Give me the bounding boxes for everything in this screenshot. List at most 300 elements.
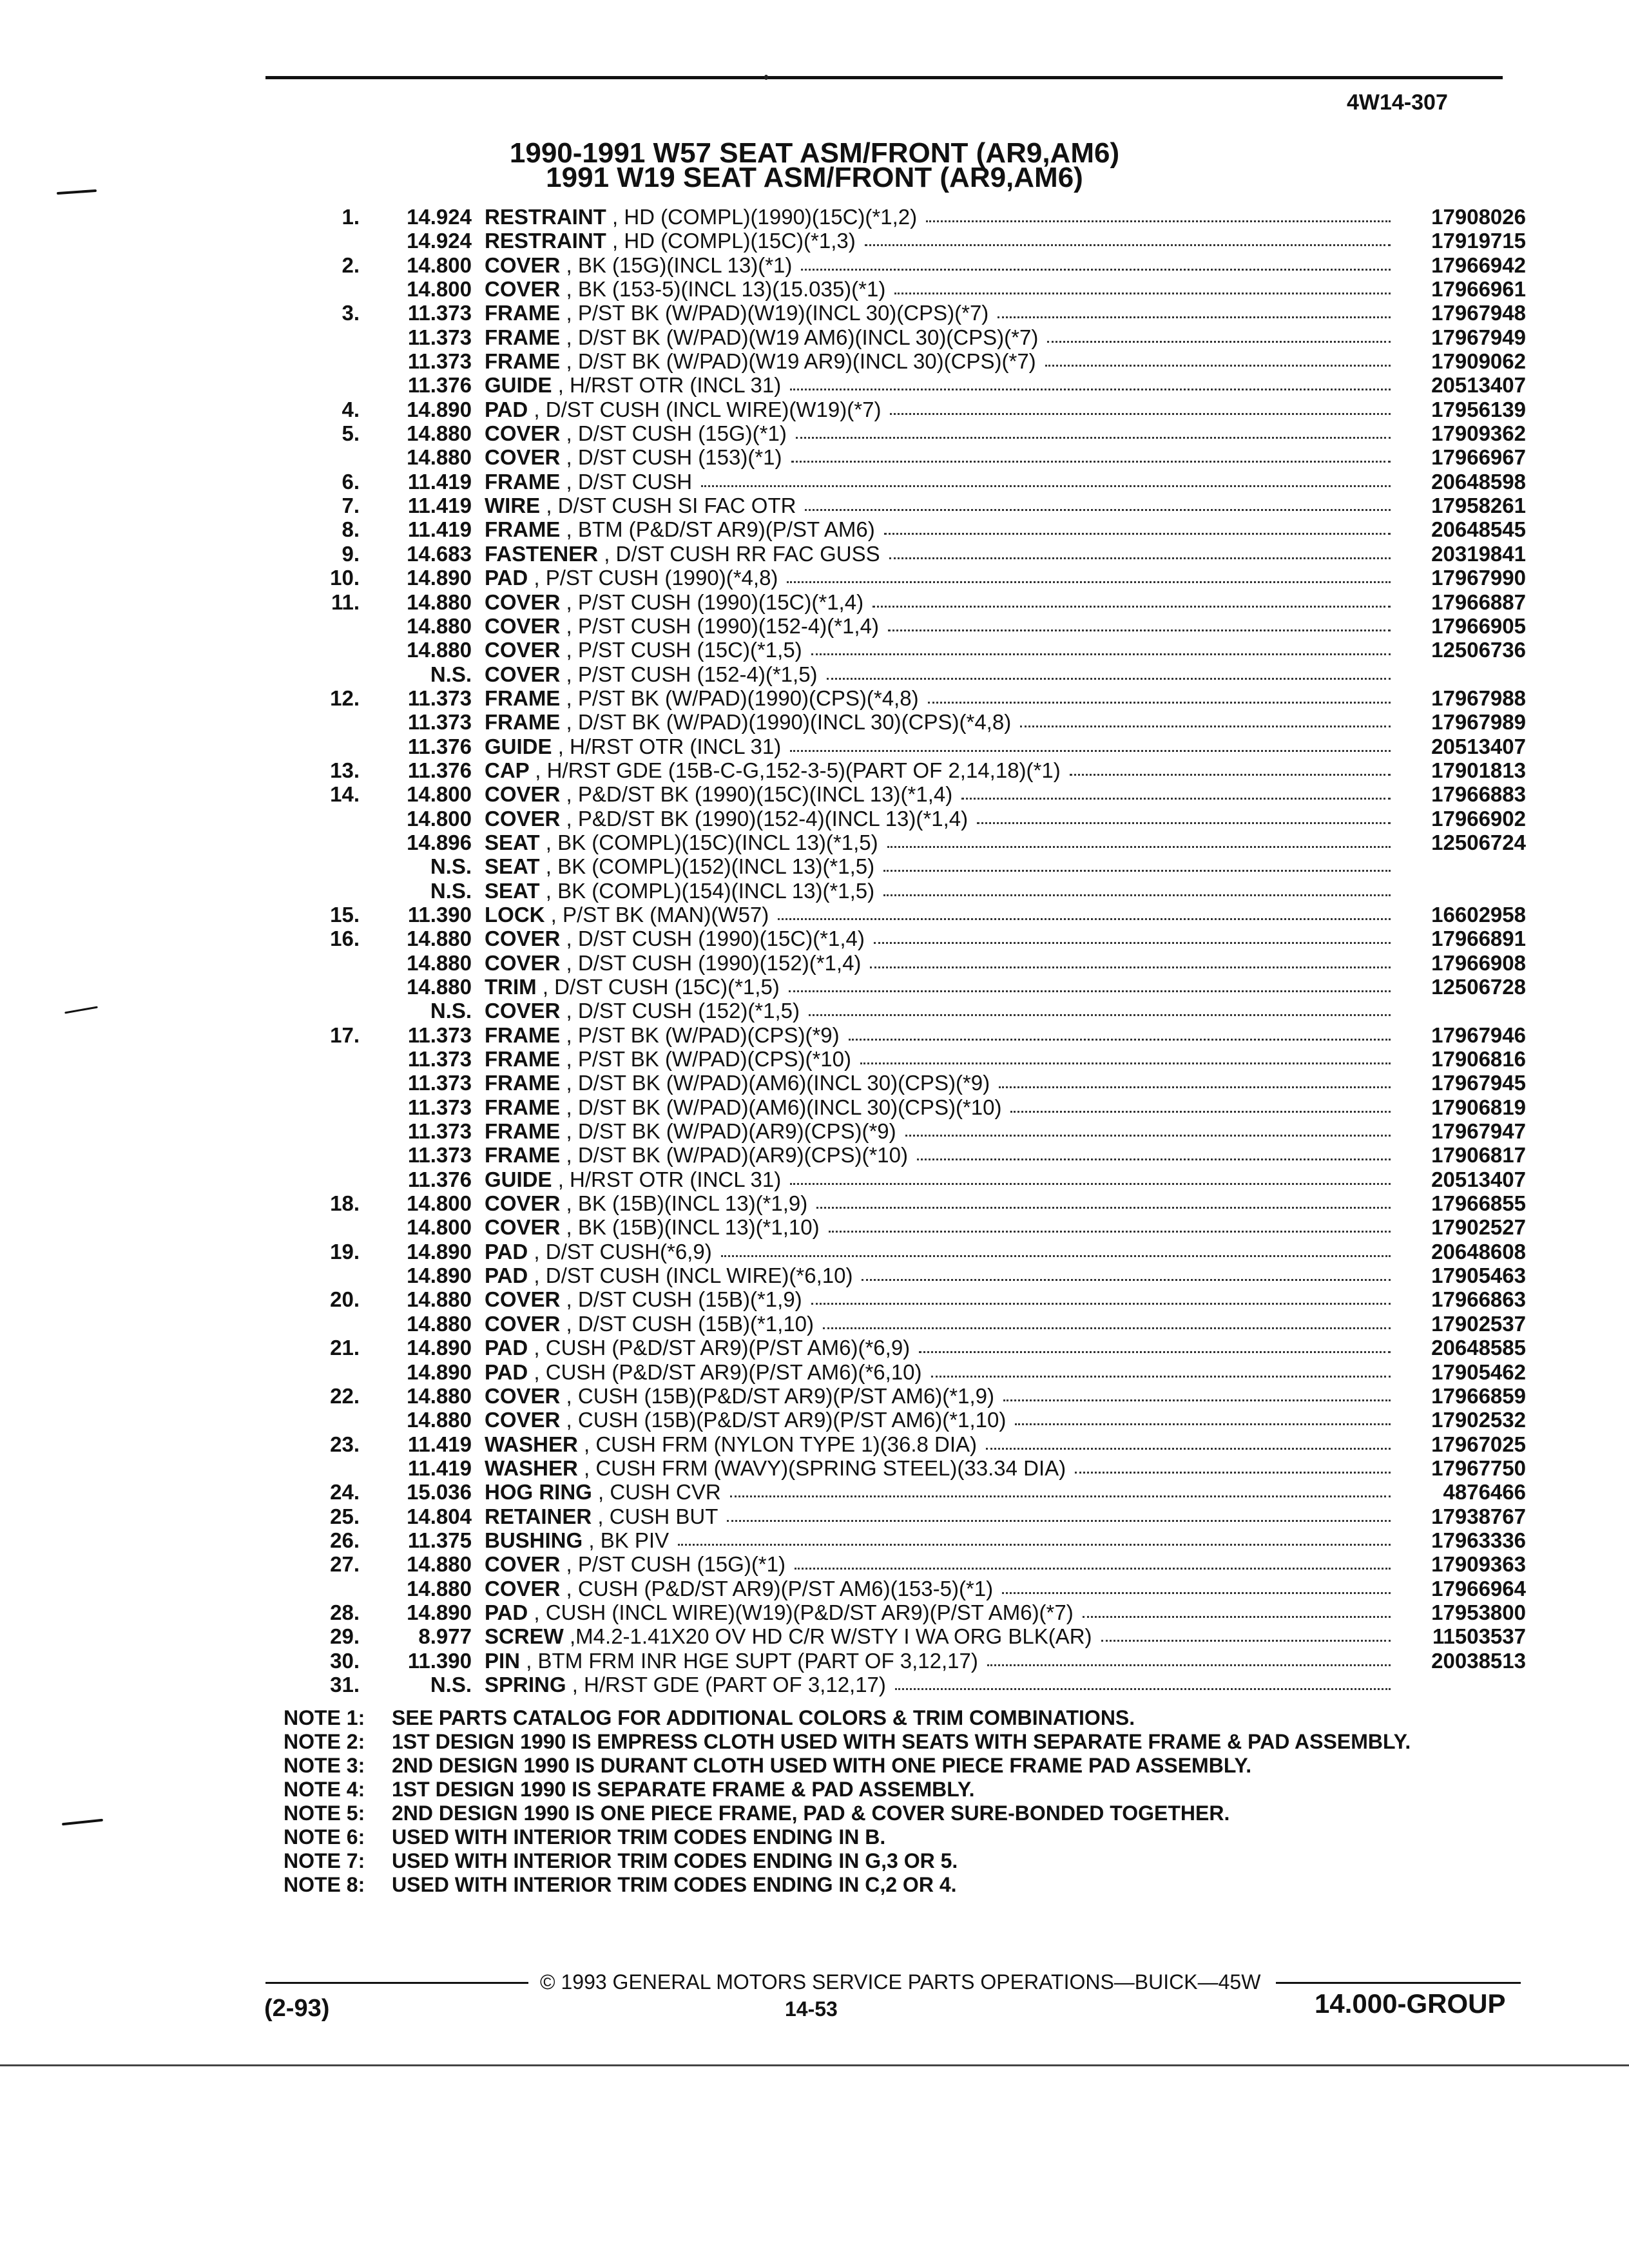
note-label: NOTE 5: — [284, 1802, 365, 1825]
part-row — [0, 494, 1629, 517]
group-number: 14.890 — [407, 1360, 472, 1384]
dot-leader — [1075, 1456, 1391, 1480]
group-number: 14.896 — [407, 830, 472, 854]
part-description — [485, 566, 778, 590]
part-name: WASHER — [485, 1456, 578, 1480]
part-row — [0, 951, 1629, 975]
part-number: 20513407 — [1431, 1167, 1526, 1191]
dot-leader — [811, 638, 1391, 662]
part-number: 17908026 — [1431, 205, 1526, 229]
group-number: N.S. — [430, 999, 472, 1023]
part-name: FRAME — [485, 1047, 561, 1072]
part-description — [485, 1191, 807, 1215]
part-row — [0, 325, 1629, 349]
part-name: COVER — [485, 999, 561, 1023]
item-number: 25. — [330, 1504, 360, 1528]
part-description — [485, 975, 780, 999]
note-text: 2ND DESIGN 1990 IS DURANT CLOTH USED WITH ONE PIECE FRAME PAD ASSEMBLY. — [392, 1754, 1252, 1777]
part-row — [0, 1312, 1629, 1336]
dot-leader — [1015, 1408, 1391, 1432]
part-number: 17967989 — [1431, 710, 1526, 735]
part-number: 20648608 — [1431, 1239, 1526, 1264]
dot-leader — [778, 903, 1391, 927]
part-row — [0, 735, 1629, 758]
group-number: 11.419 — [407, 517, 472, 542]
part-row — [0, 903, 1629, 927]
group-number: 11.376 — [407, 758, 472, 782]
item-number: 13. — [330, 758, 360, 782]
part-row — [0, 686, 1629, 710]
part-description — [485, 1047, 851, 1071]
part-detail: , D/ST BK (W/PAD)(1990)(INCL 30)(CPS)(*4,8) — [566, 710, 1012, 735]
title-line-1: 1990-1991 W57 SEAT ASM/FRONT (AR9,AM6) — [509, 137, 1120, 169]
part-row — [0, 229, 1629, 253]
note-item — [284, 1778, 1443, 1802]
part-row — [0, 421, 1629, 445]
part-name: LOCK — [485, 902, 545, 927]
part-number: 17963336 — [1431, 1528, 1526, 1552]
part-description — [485, 1168, 781, 1191]
part-detail: , BK (15B)(INCL 13)(*1,9) — [566, 1191, 808, 1216]
note-item — [284, 1802, 1443, 1825]
part-name: COVER — [485, 1215, 561, 1240]
group-number: 14.800 — [407, 253, 472, 277]
part-number: 17967946 — [1431, 1023, 1526, 1047]
part-detail: , D/ST CUSH (15B)(*1,10) — [566, 1311, 815, 1336]
part-detail: , D/ST CUSH (15G)(*1) — [566, 421, 787, 446]
dot-leader — [926, 205, 1391, 229]
group-number: 11.419 — [407, 1432, 472, 1456]
group-number: 11.373 — [407, 1095, 472, 1119]
part-name: SEAT — [485, 878, 540, 903]
dot-leader — [917, 1143, 1391, 1167]
group-number: 14.880 — [407, 1287, 472, 1312]
group-number: 11.419 — [407, 1456, 472, 1480]
part-name: FRAME — [485, 301, 561, 325]
group-number: 14.880 — [407, 638, 472, 662]
part-detail: , D/ST CUSH (15C)(*1,5) — [542, 975, 780, 999]
group-number: 14.890 — [407, 397, 472, 421]
part-description — [485, 1384, 994, 1408]
group-number: 14.880 — [407, 950, 472, 975]
part-number: 4876466 — [1443, 1480, 1526, 1504]
item-number: 29. — [330, 1624, 360, 1649]
part-number: 17909363 — [1431, 1552, 1526, 1577]
part-description — [485, 999, 800, 1023]
item-number: 11. — [331, 590, 360, 614]
part-name: COVER — [485, 1552, 561, 1577]
part-row — [0, 1360, 1629, 1384]
note-text: 2ND DESIGN 1990 IS ONE PIECE FRAME, PAD & COVER SURE-BONDED TOGETHER. — [392, 1802, 1230, 1825]
part-number: 17902537 — [1431, 1311, 1526, 1336]
part-row — [0, 662, 1629, 686]
dot-leader — [790, 1168, 1391, 1191]
note-text: SEE PARTS CATALOG FOR ADDITIONAL COLORS & TRIM COMBINATIONS. — [392, 1706, 1135, 1729]
part-name: TRIM — [485, 975, 537, 999]
part-description — [485, 807, 968, 831]
page-number: 14-53 — [785, 1997, 838, 2021]
item-number: 2. — [342, 253, 360, 277]
part-name: GUIDE — [485, 1167, 552, 1191]
part-number: 17966961 — [1431, 277, 1526, 302]
part-row — [0, 999, 1629, 1023]
group-number: 11.419 — [407, 469, 472, 494]
part-name: COVER — [485, 590, 561, 614]
part-row — [0, 1504, 1629, 1528]
part-row — [0, 1336, 1629, 1360]
dot-leader — [721, 1240, 1391, 1264]
part-name: COVER — [485, 782, 561, 807]
dot-leader — [874, 927, 1391, 950]
item-number: 12. — [330, 686, 360, 710]
part-row — [0, 1168, 1629, 1191]
part-description — [485, 205, 917, 229]
part-name: WIRE — [485, 494, 541, 518]
notes-section — [284, 1706, 1443, 1897]
part-number: 17966859 — [1431, 1383, 1526, 1408]
part-number: 12506736 — [1431, 638, 1526, 662]
part-description — [485, 1336, 910, 1360]
group-number: 11.373 — [407, 1047, 472, 1072]
note-text: USED WITH INTERIOR TRIM CODES ENDING IN B. — [392, 1825, 886, 1849]
group-number: 11.390 — [407, 902, 472, 927]
part-description — [485, 662, 818, 686]
note-label: NOTE 7: — [284, 1849, 365, 1872]
group-number: 14.890 — [407, 1239, 472, 1264]
group-number: 11.373 — [407, 1143, 472, 1168]
group-number: 11.376 — [407, 1167, 472, 1191]
part-row — [0, 1143, 1629, 1167]
group-number: 14.800 — [407, 1191, 472, 1216]
group-label: 14.000-GROUP — [1315, 1988, 1506, 2019]
part-row — [0, 373, 1629, 397]
part-description — [485, 735, 781, 758]
dot-leader — [865, 229, 1391, 253]
part-row — [0, 1552, 1629, 1576]
dot-leader — [905, 1119, 1391, 1143]
part-name: PAD — [485, 397, 528, 421]
part-detail: , HD (COMPL)(15C)(*1,3) — [612, 229, 856, 253]
part-description — [485, 1456, 1066, 1480]
part-name: COVER — [485, 638, 561, 662]
part-detail: , CUSH FRM (WAVY)(SPRING STEEL)(33.34 DIA) — [584, 1456, 1066, 1480]
part-number: 17966883 — [1431, 782, 1526, 807]
dot-leader — [1002, 1577, 1391, 1600]
part-row — [0, 590, 1629, 614]
part-description — [485, 1600, 1074, 1624]
part-description — [485, 1649, 978, 1673]
group-number: 11.419 — [407, 494, 472, 518]
part-description — [485, 854, 874, 878]
note-label: NOTE 1: — [284, 1706, 365, 1729]
dot-leader — [928, 686, 1391, 710]
part-detail: , P/ST CUSH (15G)(*1) — [566, 1552, 786, 1577]
dot-leader — [977, 807, 1391, 831]
part-number: 17938767 — [1431, 1504, 1526, 1528]
part-number: 17966905 — [1431, 613, 1526, 638]
note-item — [284, 1730, 1443, 1754]
dot-leader — [870, 951, 1391, 975]
part-number: 17966942 — [1431, 253, 1526, 277]
part-name: HOG RING — [485, 1480, 592, 1504]
part-name: PAD — [485, 1336, 528, 1360]
part-name: COVER — [485, 421, 561, 446]
dot-leader — [1003, 1384, 1391, 1408]
item-number: 28. — [330, 1600, 360, 1624]
part-number: 20513407 — [1431, 734, 1526, 758]
item-number: 23. — [330, 1432, 360, 1456]
part-number: 17966891 — [1431, 927, 1526, 951]
part-name: COVER — [485, 253, 561, 277]
part-name: PAD — [485, 1360, 528, 1384]
item-number: 31. — [330, 1672, 360, 1696]
part-name: FRAME — [485, 469, 561, 494]
part-row — [0, 398, 1629, 421]
scan-speck — [764, 75, 768, 80]
part-name: COVER — [485, 613, 561, 638]
page-code: 4W14-307 — [1347, 90, 1448, 115]
part-name: SEAT — [485, 854, 540, 879]
part-number: 17967945 — [1431, 1071, 1526, 1095]
part-description — [485, 349, 1036, 373]
part-name: PAD — [485, 566, 528, 590]
part-row — [0, 1095, 1629, 1119]
group-number: 14.800 — [407, 1215, 472, 1240]
part-row — [0, 638, 1629, 662]
part-detail: , BK PIV — [588, 1528, 670, 1552]
part-description — [485, 325, 1038, 349]
part-row — [0, 1047, 1629, 1071]
part-number: 17906819 — [1431, 1095, 1526, 1119]
part-description — [485, 1287, 802, 1311]
dot-leader — [998, 301, 1391, 325]
group-number: 14.880 — [407, 1408, 472, 1432]
dot-leader — [678, 1528, 1391, 1552]
group-number: 14.890 — [407, 566, 472, 590]
group-number: 14.800 — [407, 782, 472, 807]
part-name: BUSHING — [485, 1528, 583, 1552]
part-row — [0, 1264, 1629, 1287]
dot-leader — [895, 1673, 1391, 1696]
item-number: 17. — [330, 1023, 360, 1047]
part-detail: , D/ST CUSH (1990)(15C)(*1,4) — [566, 927, 865, 951]
part-detail: , D/ST CUSH (1990)(152)(*1,4) — [566, 950, 862, 975]
footer-rule-left — [265, 1982, 528, 1984]
part-name: FRAME — [485, 686, 561, 710]
part-number: 20648598 — [1431, 469, 1526, 494]
part-number: 11503537 — [1432, 1624, 1526, 1649]
dot-leader — [987, 1649, 1391, 1673]
note-label: NOTE 2: — [284, 1730, 365, 1753]
top-rule — [265, 76, 1503, 79]
part-description — [485, 1480, 721, 1504]
part-detail: , D/ST CUSH RR FAC GUSS — [604, 541, 880, 566]
part-detail: , D/ST CUSH SI FAC OTR — [546, 494, 796, 518]
group-number: 11.373 — [407, 710, 472, 735]
part-detail: , HD (COMPL)(1990)(15C)(*1,2) — [612, 205, 918, 229]
part-description — [485, 1119, 896, 1143]
part-detail: , CUSH (P&D/ST AR9)(P/ST AM6)(153-5)(*1) — [566, 1576, 994, 1600]
item-number: 1. — [342, 205, 360, 229]
part-description — [485, 1023, 840, 1047]
group-number: 14.880 — [407, 927, 472, 951]
dot-leader — [829, 1215, 1391, 1239]
part-detail: , P/ST CUSH (1990)(*4,8) — [534, 566, 778, 590]
part-description — [485, 277, 885, 301]
part-row — [0, 782, 1629, 806]
part-detail: , D/ST CUSH (15B)(*1,9) — [566, 1287, 802, 1312]
part-number: 16602958 — [1431, 902, 1526, 927]
part-detail: , CUSH FRM (NYLON TYPE 1)(36.8 DIA) — [584, 1432, 978, 1456]
part-description — [485, 686, 919, 710]
item-number: 3. — [342, 301, 360, 325]
copyright-line: © 1993 GENERAL MOTORS SERVICE PARTS OPERATIONS—BUICK—45W — [540, 1970, 1261, 1994]
part-row — [0, 831, 1629, 854]
item-number: 30. — [330, 1648, 360, 1673]
item-number: 7. — [342, 494, 360, 518]
group-number: N.S. — [430, 662, 472, 686]
part-row — [0, 1577, 1629, 1600]
part-description — [485, 614, 879, 638]
dot-leader — [872, 590, 1391, 614]
item-number: 22. — [330, 1383, 360, 1408]
part-row — [0, 1023, 1629, 1047]
part-detail: , H/RST OTR (INCL 31) — [557, 373, 782, 398]
title-line-2: 1991 W19 SEAT ASM/FRONT (AR9,AM6) — [546, 162, 1083, 193]
part-detail: , D/ST BK (W/PAD)(W19 AM6)(INCL 30)(CPS)(*7) — [566, 325, 1039, 349]
part-detail: , D/ST CUSH (152)(*1,5) — [566, 999, 800, 1023]
part-name: RESTRAINT — [485, 229, 606, 253]
item-number: 8. — [342, 517, 360, 542]
part-number: 17958261 — [1431, 494, 1526, 518]
part-detail: , P/ST BK (W/PAD)(1990)(CPS)(*4,8) — [566, 686, 919, 710]
dot-leader — [801, 253, 1391, 277]
note-text: 1ST DESIGN 1990 IS SEPARATE FRAME & PAD ASSEMBLY. — [392, 1778, 975, 1801]
part-number: 17909062 — [1431, 349, 1526, 374]
part-description — [485, 758, 1061, 782]
group-number: 14.880 — [407, 421, 472, 446]
dot-leader — [1045, 349, 1391, 373]
part-detail: , CUSH (INCL WIRE)(W19)(P&D/ST AR9)(P/ST AM6)(*7) — [534, 1600, 1074, 1624]
part-name: COVER — [485, 1408, 561, 1432]
part-detail: , CUSH BUT — [597, 1504, 718, 1528]
item-number: 21. — [330, 1336, 360, 1360]
part-name: PIN — [485, 1648, 521, 1673]
part-name: SEAT — [485, 830, 540, 854]
part-name: COVER — [485, 1576, 561, 1600]
part-number: 17966964 — [1431, 1576, 1526, 1600]
part-name: PAD — [485, 1264, 528, 1288]
part-name: SCREW — [485, 1624, 564, 1649]
part-description — [485, 470, 692, 494]
dot-leader — [805, 494, 1391, 517]
part-row — [0, 975, 1629, 999]
part-number: 17966902 — [1431, 806, 1526, 831]
part-description — [485, 638, 802, 662]
part-detail: , D/ST CUSH (INCL WIRE)(*6,10) — [534, 1264, 853, 1288]
part-row — [0, 710, 1629, 734]
dot-leader — [961, 782, 1391, 806]
item-number: 19. — [330, 1239, 360, 1264]
part-row — [0, 1673, 1629, 1696]
group-number: N.S. — [430, 1672, 472, 1696]
part-number: 20513407 — [1431, 373, 1526, 398]
part-row — [0, 1071, 1629, 1095]
part-row — [0, 879, 1629, 903]
part-description — [485, 1071, 990, 1095]
dot-leader — [1047, 325, 1391, 349]
group-number: 11.373 — [407, 1071, 472, 1095]
part-row — [0, 301, 1629, 325]
group-number: 14.880 — [407, 1383, 472, 1408]
part-description — [485, 398, 881, 421]
part-detail: , CUSH (P&D/ST AR9)(P/ST AM6)(*6,10) — [534, 1360, 922, 1384]
part-description — [485, 301, 988, 325]
part-name: FRAME — [485, 1071, 561, 1095]
dot-leader — [1010, 1095, 1391, 1119]
part-detail: , P/ST CUSH (1990)(15C)(*1,4) — [566, 590, 864, 614]
dot-leader — [999, 1071, 1391, 1095]
part-name: GUIDE — [485, 373, 552, 398]
group-number: 14.924 — [407, 205, 472, 229]
part-detail: , D/ST BK (W/PAD)(AM6)(INCL 30)(CPS)(*10) — [566, 1095, 1002, 1119]
group-number: 14.800 — [407, 277, 472, 302]
part-number: 17967990 — [1431, 566, 1526, 590]
item-number: 9. — [342, 541, 360, 566]
part-description — [485, 229, 856, 253]
dot-leader — [849, 1023, 1391, 1047]
group-number: 14.880 — [407, 975, 472, 999]
part-row — [0, 1456, 1629, 1480]
group-number: 15.036 — [407, 1480, 472, 1504]
part-number: 17956139 — [1431, 397, 1526, 421]
part-detail: , H/RST GDE (15B-C-G,152-3-5)(PART OF 2,14,18)(*1) — [535, 758, 1061, 782]
part-number: 17901813 — [1431, 758, 1526, 782]
group-number: 11.376 — [407, 734, 472, 758]
dot-leader — [860, 1047, 1391, 1071]
part-number: 17902527 — [1431, 1215, 1526, 1240]
part-number: 17909362 — [1431, 421, 1526, 446]
part-description — [485, 445, 782, 469]
part-name: FRAME — [485, 1095, 561, 1119]
group-number: 11.376 — [407, 373, 472, 398]
part-description — [485, 1673, 886, 1696]
group-number: 11.373 — [407, 325, 472, 349]
part-detail: , D/ST BK (W/PAD)(W19 AR9)(INCL 30)(CPS)(*7) — [566, 349, 1036, 374]
part-name: FRAME — [485, 325, 561, 349]
part-description — [485, 903, 769, 927]
dot-leader — [796, 421, 1391, 445]
part-detail: , D/ST CUSH (INCL WIRE)(W19)(*7) — [534, 397, 882, 421]
part-name: COVER — [485, 806, 561, 831]
part-detail: ,M4.2-1.41X20 OV HD C/R W/STY I WA ORG BLK(AR) — [570, 1624, 1092, 1649]
dot-leader — [894, 277, 1391, 301]
part-description — [485, 1312, 814, 1336]
item-number: 18. — [330, 1191, 360, 1216]
item-number: 26. — [330, 1528, 360, 1552]
part-row — [0, 1528, 1629, 1552]
part-detail: , P/ST BK (MAN)(W57) — [550, 902, 769, 927]
part-detail: , H/RST OTR (INCL 31) — [557, 734, 782, 758]
group-number: N.S. — [430, 878, 472, 903]
part-row — [0, 1624, 1629, 1648]
part-description — [485, 421, 787, 445]
dot-leader — [1083, 1600, 1391, 1624]
part-detail: , P&D/ST BK (1990)(152-4)(INCL 13)(*1,4) — [566, 806, 969, 831]
part-description — [485, 373, 781, 397]
part-detail: , CUSH (15B)(P&D/ST AR9)(P/ST AM6)(*1,10) — [566, 1408, 1007, 1432]
part-number: 20648585 — [1431, 1336, 1526, 1360]
